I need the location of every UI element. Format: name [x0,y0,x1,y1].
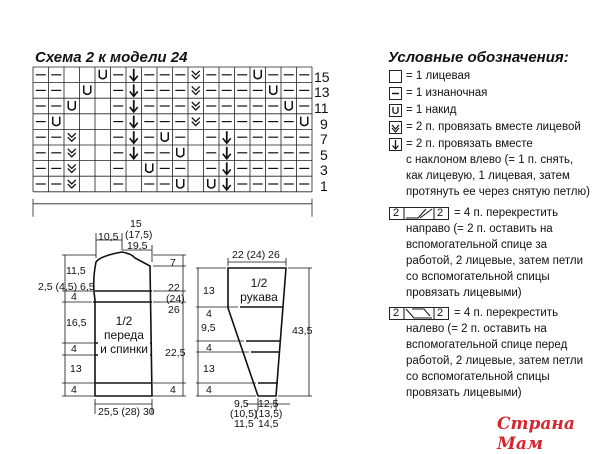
measurement: (13,5) [255,408,283,420]
dash-box-icon [389,87,402,100]
piece-label: 1/2 [115,314,133,328]
row-number: 7 [320,131,328,147]
measurement: 9,5 [201,322,216,334]
measurement: 9,5 [234,398,249,410]
legend-text: вспомогательной спице за [406,239,548,251]
measurement: 4 [71,291,77,303]
legend-text: как лицевую, 1 лицевая, затем [406,170,570,182]
right-decrease-icon [389,121,402,134]
measurement: 12,5 [258,398,279,410]
measurement: (24) [166,293,185,305]
measurement: 22,5 [165,347,186,359]
cable-number: 2 [437,307,444,319]
cable-number: 2 [393,307,400,319]
cable-number: 2 [393,207,400,219]
measurement: (17,5) [125,229,153,241]
row-number: 13 [314,84,330,100]
legend-text: = 1 накид [406,104,457,116]
measurement: 10,5 [98,231,119,243]
piece-label: рукава [240,290,278,304]
legend-text: направо (= 2 п. оставить на [406,223,553,235]
measurement: 43,5 [292,325,313,337]
cable-left-icon [389,307,449,320]
row-number: 11 [314,100,329,116]
legend-text: налево (= 2 п. оставить на [406,323,547,335]
measurement: 25,5 (28) 30 [98,406,155,418]
measurement: 4 [71,384,77,396]
measurement: 14,5 [258,418,279,430]
measurement: 22 (24) 26 [232,249,280,261]
legend-text: провязать лицевыми) [406,387,522,399]
piece-label: и спинки [98,342,150,356]
row-number: 5 [320,147,328,163]
legend-title: Условные обозначения: [388,49,569,66]
measurement: 4 [206,308,212,320]
piece-label: 1/2 [250,276,268,290]
legend-text: провязать лицевыми) [406,287,522,299]
measurement: 13 [70,363,82,375]
measurement: 19,5 [127,240,148,252]
legend-text: = 2 п. провязать вместе лицевой [406,121,581,133]
measurement: 22 [168,282,180,294]
legend-text: со вспомогательной спицы [406,271,550,283]
measurement: 4 [206,384,212,396]
legend-text: = 2 п. провязать вместе [406,138,533,150]
legend-text: = 1 лицевая [406,70,471,82]
measurement: 4 [206,342,212,354]
measurement: 11,5 [66,265,86,277]
legend-text: = 1 изнаночная [406,87,488,99]
measurement: 15 [130,218,142,230]
legend-text: = 4 п. перекрестить [454,207,559,219]
row-number: 9 [320,116,328,132]
cable-number: 2 [437,207,444,219]
measurement: 16,5 [66,317,87,329]
legend-text: вспомогательной спице перед [406,339,568,351]
measurement: (10,5) [230,408,258,420]
empty-box-icon [389,70,402,83]
measurement: 26 [168,304,180,316]
measurement: 7 [170,257,176,269]
legend-text: = 4 п. перекрестить [454,307,559,319]
watermark-logo: Страна Мам [497,414,575,454]
row-number: 1 [320,178,328,194]
scheme-title: Схема 2 к модели 24 [35,49,188,66]
measurement: 2,5 (4,5) 6,5 [38,281,95,293]
measurement: 4 [170,384,176,396]
legend-text: работой, 2 лицевые, затем петли [406,355,584,367]
legend-text: со вспомогательной спицы [406,371,550,383]
cable-right-icon [389,207,449,220]
row-number: 15 [314,69,330,85]
measurement: 11,5 [234,418,254,430]
measurement: 13 [203,285,215,297]
legend-text: работой, 2 лицевые, затем петли [406,255,584,267]
legend-text: протянуть ее через снятую петлю) [406,186,590,198]
row-number: 3 [320,162,328,178]
legend-text: с наклоном влево (= 1 п. снять, [406,154,574,166]
measurement: 4 [71,343,77,355]
piece-label: переда [104,328,144,342]
left-decrease-icon [389,138,402,151]
measurement: 13 [203,363,215,375]
u-box-icon [389,104,402,117]
